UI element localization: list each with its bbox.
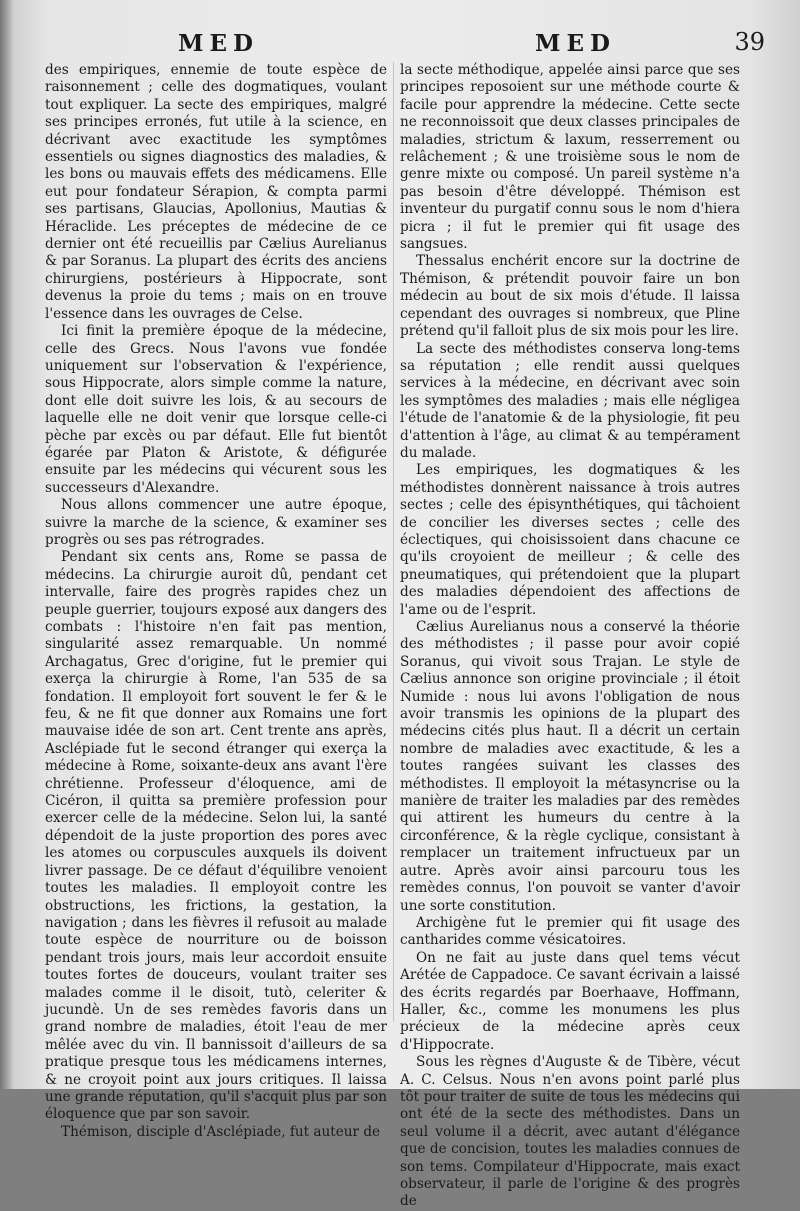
column-gutter (393, 62, 394, 1022)
paragraph: Thessalus enchérit encore sur la doctrine de Thémison, & prétendit pouvoir faire un bon médecin au bout de six mois d'étude. Il laissa cependant des ouvrages si nombreux, que Pline prétend qu'il falloit plus de six mois pour les lire. (400, 253, 740, 340)
paragraph: Sous les règnes d'Auguste & de Tibère, vécut A. C. Celsus. Nous n'en avons point parlé plus tôt pour traiter de suite de tous les médecins qui ont été de la secte des méthodistes. Dans un seul volume il a décrit, avec autant d'élégance que de concision, toutes les maladies connues de son tems. Compilateur d'Hippocrate, mais exact observateur, il parle de l'origine & des progrès de (400, 1054, 740, 1210)
paragraph: la secte méthodique, appelée ainsi parce que ses principes reposoient sur une méthode courte & facile pour apprendre la médecine. Cette secte ne reconnoissoit que deux classes principales de maladies, strictum & laxum, resserrement ou relâchement ; & une troisième sous le nom de genre mixte ou composé. Un pareil système n'a pas besoin d'être développé. Thémison est inventeur du purgatif connu sous le nom d'hiera picra ; il fut le premier qui fit usage des sangsues. (400, 62, 740, 253)
paragraph: Les empiriques, les dogmatiques & les méthodistes donnèrent naissance à trois autres sectes ; celle des épisynthétiques, qui tâchoient de concilier les diverses sectes ; celle des éclectiques, qui choisissoient dans chacune ce qu'ils croyoient de meilleur ; & celle des pneumatiques, qui prétendoient que la plupart des maladies dépendoient des affections de l'ame ou de l'esprit. (400, 462, 740, 618)
running-head-left: MED (178, 30, 259, 57)
paragraph: des empiriques, ennemie de toute espèce de raisonnement ; celle des dogmatiques, voulant tout expliquer. La secte des empiriques, malgré ses principes erronés, fut utile à la science, en décrivant avec exactitude les symptômes essentiels ou signes diagnostics des maladies, & les bons ou mauvais effets des médicamens. Elle eut pour fondateur Sérapion, & compta parmi ses partisans, Glaucias, Apollonius, Mautias & Héraclide. Les préceptes de médecine de ce dernier ont été recueillis par Cælius Aurelianus & par Soranus. La plupart des écrits des anciens chirurgiens, postérieurs à Hippocrate, sont devenus la proie du tems ; mais on en trouve l'essence dans les ouvrages de Celse. (45, 62, 387, 322)
running-header (0, 30, 800, 60)
paragraph: Cælius Aurelianus nous a conservé la théorie des méthodistes ; il passe pour avoir copié Soranus, qui vivoit sous Trajan. Le style de Cælius annonce son origine provinciale ; il étoit Numide : nous lui avons l'obligation de nous avoir transmis les opinions de la plupart des médecins cités plus haut. Il a décrit un certain nombre de maladies avec exactitude, & les a toutes rangées suivant les classes des méthodistes. Il employoit la métasyncrise ou la manière de traiter les maladies par des remèdes qui attirent les humeurs du centre à la circonférence, & la règle cyclique, consistant à remplacer un traitement infructueux par un autre. Après avoir ainsi parcouru tous les remèdes connus, l'on pouvoit se vanter d'avoir une sorte constitution. (400, 619, 740, 914)
paragraph: La secte des méthodistes conserva long-tems sa réputation ; elle rendit aussi quelques services à la médecine, en décrivant avec soin les symptômes des maladies ; mais elle négligea l'étude de l'anatomie & de la physiologie, fit peu d'attention à l'âge, au climat & au tempérament du malade. (400, 340, 740, 461)
page-number: 39 (734, 28, 765, 56)
paragraph: Pendant six cents ans, Rome se passa de médecins. La chirurgie auroit dû, pendant cet intervalle, faire des progrès rapides chez un peuple guerrier, toujours exposé aux dangers des combats : l'histoire n'en fait pas mention, singularité assez remarquable. Un nommé Archagatus, Grec d'origine, fut le premier qui exerça la chirurgie à Rome, l'an 535 de sa fondation. Il employoit fort souvent le fer & le feu, & ne fit que donner aux Romains une fort mauvaise idée de son art. Cent trente ans après, Asclépiade fut le second étranger qui exerça la médecine à Rome, soixante-deux ans avant l'ère chrétienne. Professeur d'éloquence, ami de Cicéron, il quitta sa première profession pour exercer celle de la médecine. Selon lui, la santé dépendoit de la juste proportion des pores avec les atomes ou corpuscules auxquels ils doivent livrer passage. De ce défaut d'équilibre venoient toutes les maladies. Il employoit contre les obstructions, les frictions, la gestation, la navigation ; dans les fièvres il refusoit au malade toute espèce de nourriture ou de boisson pendant trois jours, mais leur accordoit ensuite toutes fortes de douceurs, voulant traiter ses malades comme il le disoit, tutò, celeriter & jucundè. Un de ses remèdes favoris dans un grand nombre de maladies, étoit l'eau de mer mêlée avec du vin. Il bannissoit d'ailleurs de sa pratique presque tous les médicamens internes, & ne croyoit point aux jours critiques. Il laissa une grande réputation, qu'il s'acquit plus par son éloquence que par son savoir. (45, 549, 387, 1123)
right-column (400, 62, 740, 1211)
running-head-right: MED (535, 30, 616, 57)
paragraph: Nous allons commencer une autre époque, suivre la marche de la science, & examiner ses progrès ou ses pas rétrogrades. (45, 497, 387, 548)
left-column (45, 62, 387, 1141)
page-edge-shadow (0, 0, 14, 1089)
paragraph: Thémison, disciple d'Asclépiade, fut auteur de (61, 1123, 381, 1140)
paragraph: On ne fait au juste dans quel tems vécut Arétée de Cappadoce. Ce savant écrivain a laissé des écrits regardés par Boerhaave, Hoffmann, Haller, &c., comme les monumens les plus précieux de la médecine après ceux d'Hippocrate. (400, 949, 740, 1053)
paragraph: Ici finit la première époque de la médecine, celle des Grecs. Nous l'avons vue fondée uniquement sur l'observation & l'expérience, sous Hippocrate, alors simple comme la nature, dont elle doit suivre les lois, & au secours de laquelle elle ne doit venir que lorsque celle-ci pèche par excès ou par défaut. Elle fut bientôt égarée par Platon & Aristote, & défigurée ensuite par les médecins qui vécurent sous les successeurs d'Alexandre. (45, 323, 387, 496)
paragraph: Archigène fut le premier qui fit usage des cantharides comme vésicatoires. (400, 914, 740, 949)
